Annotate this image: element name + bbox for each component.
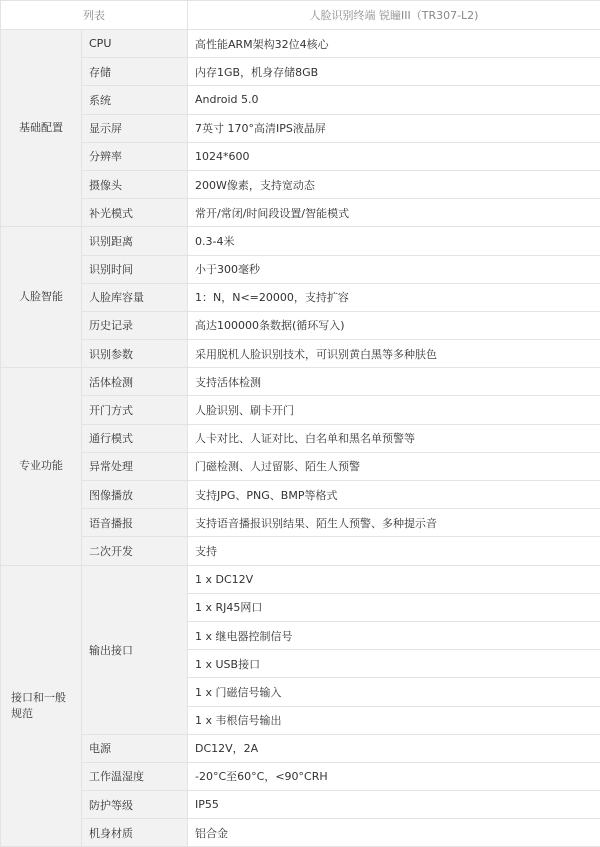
category-basic: 基础配置 xyxy=(1,30,82,227)
spec-value: -20°C至60°C，<90°CRH xyxy=(188,762,600,790)
table-row xyxy=(1,368,600,396)
spec-name: 识别参数 xyxy=(82,340,188,368)
spec-name: CPU xyxy=(82,30,188,58)
spec-name: 电源 xyxy=(82,734,188,762)
spec-name: 摄像头 xyxy=(82,170,188,198)
spec-value: 1 x DC12V xyxy=(188,565,600,593)
spec-name: 分辨率 xyxy=(82,142,188,170)
spec-value: 1 x USB接口 xyxy=(188,650,600,678)
spec-value: 1 x 韦根信号输出 xyxy=(188,706,600,734)
spec-name-output-interface: 输出接口 xyxy=(82,565,188,734)
category-interface: 接口和一般规范 xyxy=(1,565,82,847)
spec-name: 人脸库容量 xyxy=(82,283,188,311)
spec-value: 1：N，N<=20000，支持扩容 xyxy=(188,283,600,311)
table-row xyxy=(1,734,600,762)
table-row xyxy=(1,537,600,565)
spec-name: 历史记录 xyxy=(82,311,188,339)
spec-value: Android 5.0 xyxy=(188,86,600,114)
spec-name: 二次开发 xyxy=(82,537,188,565)
table-row xyxy=(1,255,600,283)
table-row xyxy=(1,509,600,537)
table-row xyxy=(1,311,600,339)
spec-value: 门磁检测、人过留影、陌生人预警 xyxy=(188,452,600,480)
spec-name: 语音播报 xyxy=(82,509,188,537)
table-row xyxy=(1,30,600,58)
spec-name: 显示屏 xyxy=(82,114,188,142)
table-row xyxy=(1,424,600,452)
table-row xyxy=(1,396,600,424)
spec-name: 防护等级 xyxy=(82,791,188,819)
spec-name: 识别距离 xyxy=(82,227,188,255)
category-professional: 专业功能 xyxy=(1,368,82,565)
spec-name: 开门方式 xyxy=(82,396,188,424)
spec-value: 1024*600 xyxy=(188,142,600,170)
spec-name: 识别时间 xyxy=(82,255,188,283)
spec-value: 采用脱机人脸识别技术，可识别黄白黑等多种肤色 xyxy=(188,340,600,368)
table-row xyxy=(1,481,600,509)
spec-value: 1 x RJ45网口 xyxy=(188,593,600,621)
table-row xyxy=(1,452,600,480)
table-row xyxy=(1,199,600,227)
table-row xyxy=(1,762,600,790)
spec-value: IP55 xyxy=(188,791,600,819)
spec-value: 内存1GB，机身存储8GB xyxy=(188,58,600,86)
spec-value: 1 x 门磁信号输入 xyxy=(188,678,600,706)
spec-name: 工作温湿度 xyxy=(82,762,188,790)
table-row xyxy=(1,114,600,142)
table-row xyxy=(1,58,600,86)
spec-name: 存储 xyxy=(82,58,188,86)
table-header-row xyxy=(1,1,600,30)
spec-name: 异常处理 xyxy=(82,452,188,480)
spec-value: 支持活体检测 xyxy=(188,368,600,396)
spec-value: 0.3-4米 xyxy=(188,227,600,255)
spec-name: 通行模式 xyxy=(82,424,188,452)
spec-value: 1 x 继电器控制信号 xyxy=(188,621,600,649)
header-list: 列表 xyxy=(1,1,188,30)
table-row xyxy=(1,142,600,170)
table-row xyxy=(1,86,600,114)
spec-value: 高性能ARM架构32位4核心 xyxy=(188,30,600,58)
spec-value: 小于300毫秒 xyxy=(188,255,600,283)
spec-value: 支持JPG、PNG、BMP等格式 xyxy=(188,481,600,509)
spec-value: 支持语音播报识别结果、陌生人预警、多种提示音 xyxy=(188,509,600,537)
spec-value: 200W像素，支持宽动态 xyxy=(188,170,600,198)
spec-value: 支持 xyxy=(188,537,600,565)
spec-name: 图像播放 xyxy=(82,481,188,509)
header-product: 人脸识别终端 锐瞳III（TR307-L2) xyxy=(188,1,600,30)
spec-value: 人脸识别、刷卡开门 xyxy=(188,396,600,424)
spec-name: 机身材质 xyxy=(82,819,188,847)
table-row xyxy=(1,791,600,819)
spec-name: 系统 xyxy=(82,86,188,114)
table-row xyxy=(1,340,600,368)
spec-value: 7英寸 170°高清IPS液晶屏 xyxy=(188,114,600,142)
spec-name: 活体检测 xyxy=(82,368,188,396)
table-row xyxy=(1,227,600,255)
table-row xyxy=(1,565,600,593)
spec-value: 铝合金 xyxy=(188,819,600,847)
spec-name: 补光模式 xyxy=(82,199,188,227)
table-row xyxy=(1,283,600,311)
category-face: 人脸智能 xyxy=(1,227,82,368)
spec-value: 人卡对比、人证对比、白名单和黑名单预警等 xyxy=(188,424,600,452)
spec-value: 高达100000条数据(循环写入) xyxy=(188,311,600,339)
spec-value: DC12V，2A xyxy=(188,734,600,762)
table-row xyxy=(1,170,600,198)
spec-value: 常开/常闭/时间段设置/智能模式 xyxy=(188,199,600,227)
